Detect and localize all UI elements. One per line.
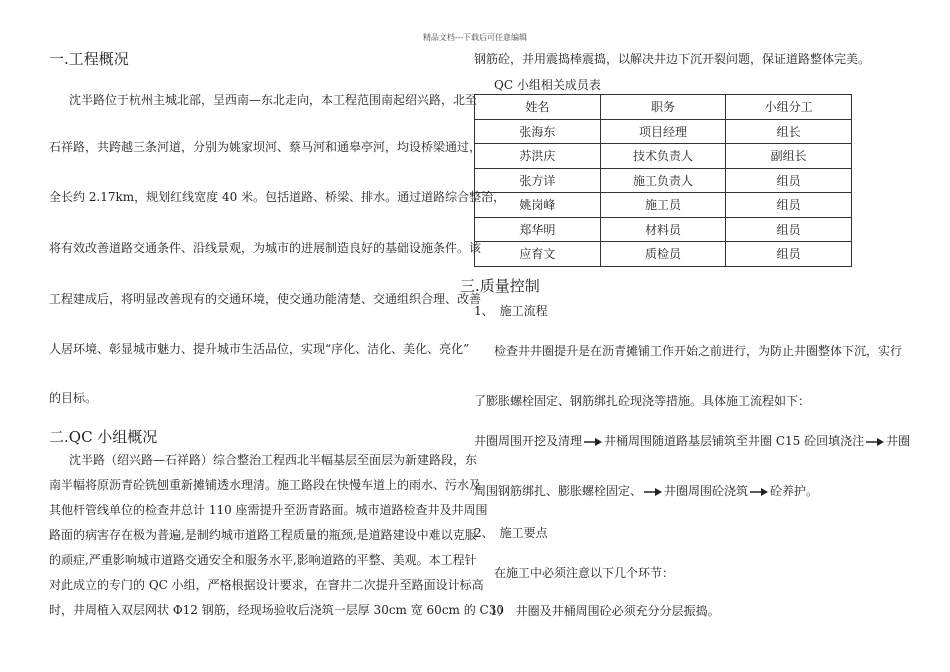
section1-line-7: 的目标。	[49, 391, 98, 405]
table-cell: 项目经理	[600, 119, 726, 144]
section3-sub1: 1、 施工流程	[474, 304, 548, 318]
table-row	[475, 119, 852, 144]
table-cell: 郑华明	[475, 217, 601, 242]
table-cell: 姚岗峰	[475, 193, 601, 218]
table-cell: 技术负责人	[600, 144, 726, 169]
arrow-right-icon	[644, 487, 662, 497]
section3-para2: 在施工中必须注意以下几个环节：	[494, 566, 675, 580]
table-row	[475, 217, 852, 242]
table-row	[475, 168, 852, 193]
section3-sub2: 2、 施工要点	[474, 526, 548, 540]
section1-line-3: 全长约 2.17km，规划红线宽度 40 米。包括道路、桥梁、排水。通过道路综合整治，	[49, 190, 506, 204]
arrow-right-icon	[584, 437, 602, 447]
arrow-right-icon	[866, 437, 884, 447]
table-cell: 施工员	[600, 193, 726, 218]
table-header-name: 姓名	[475, 95, 601, 120]
table-row	[475, 193, 852, 218]
table-cell: 组员	[726, 168, 852, 193]
section2-line-1: 沈半路（绍兴路—石祥路）综合整治工程西北半幅基层至面层为新建路段，东	[69, 453, 478, 467]
flow-line-1	[474, 432, 910, 449]
table-cell: 苏洪庆	[475, 144, 601, 169]
section2-line-5: 的顽症,严重影响城市道路交通安全和服务水平,影响道路的平整、美观。本工程针	[49, 553, 477, 567]
table-header-row	[475, 95, 852, 120]
table-cell: 质检员	[600, 242, 726, 267]
section1-line-6: 人居环境、彰显城市魅力、提升城市生活品位，实现“序化、洁化、美化、亮化”	[49, 342, 470, 356]
right-top-line: 钢筋砼，并用震捣棒震捣，以解决井边下沉开裂问题，保证道路整体完美。	[474, 52, 871, 66]
section1-line-2: 石祥路，共跨越三条河道，分别为姚家坝河、蔡马河和通皋亭河，均设桥梁通过，	[49, 140, 482, 154]
header-note: 精品文档---下载后可任意编辑	[422, 33, 528, 42]
section2-line-2: 南半幅将原沥青砼铣刨重新摊铺透水理清。施工路段在快慢车道上的雨水、污水及	[49, 478, 482, 492]
table-row	[475, 242, 852, 267]
section1-title: 一.工程概况	[49, 50, 129, 68]
flow-step-1: 井圈周围开挖及清理	[474, 434, 583, 448]
table-caption: QC 小组相关成员表	[494, 78, 601, 92]
flow-line-2	[474, 482, 818, 499]
table-header-duty: 小组分工	[726, 95, 852, 120]
table-cell: 张方详	[475, 168, 601, 193]
qc-members-table	[474, 94, 852, 267]
section1-line-4: 将有效改善道路交通条件、沿线景观，为城市的进展制造良好的基础设施条件。该	[49, 241, 482, 255]
table-cell: 施工负责人	[600, 168, 726, 193]
flow-step-6: 砼养护。	[770, 484, 819, 498]
flow-step-4: 周围钢筋绑扎、膨胀螺栓固定、	[474, 484, 643, 498]
section2-line-6: 对此成立的专门的 QC 小组，严格根据设计要求，在窨井二次提升至路面设计标高	[49, 578, 484, 592]
section2-line-3: 其他杆管线单位的检查井总计 110 座需提升至沥青路面。城市道路检查井及井周围	[49, 503, 488, 517]
table-cell: 应育文	[475, 242, 601, 267]
section2-line-4: 路面的病害存在极为普遍,是制约城市道路工程质量的瓶颈,是道路建设中难以克服	[49, 528, 477, 542]
table-row	[475, 144, 852, 169]
section3-para1-line2: 了膨胀螺栓固定、钢筋绑扎砼现浇等措施。具体施工流程如下：	[474, 394, 811, 408]
section3-title: 三.质量控制	[460, 277, 540, 295]
flow-step-2: 井桶周围随道路基层铺筑至井圈 C15 砼回填浇注	[604, 434, 865, 448]
flow-step-5: 井圈周围砼浇筑	[664, 484, 749, 498]
table-cell: 组员	[726, 193, 852, 218]
flow-step-3: 井圈	[886, 434, 911, 448]
table-cell: 材料员	[600, 217, 726, 242]
table-cell: 组员	[726, 217, 852, 242]
section3-item1: 1） 井圈及井桶周围砼必须充分分层振捣。	[490, 604, 720, 618]
table-cell: 组员	[726, 242, 852, 267]
table-cell: 副组长	[726, 144, 852, 169]
section1-line-5: 工程建成后，将明显改善现有的交通环境，使交通功能清楚、交通组织合理、改善	[49, 292, 482, 306]
table-cell: 张海东	[475, 119, 601, 144]
section2-line-7: 时，井周植入双层网状 Φ12 钢筋，经现场验收后浇筑一层厚 30cm 宽 60cm 的 C30	[49, 603, 505, 617]
arrow-right-icon	[750, 487, 768, 497]
table-cell: 组长	[726, 119, 852, 144]
section3-para1-line1: 检查井井圈提升是在沥青摊铺工作开始之前进行，为防止井圈整体下沉，实行	[494, 344, 903, 358]
section1-line-1: 沈半路位于杭州主城北部，呈西南—东北走向，本工程范围南起绍兴路，北至	[69, 93, 478, 107]
section2-title: 二.QC 小组概况	[49, 428, 158, 446]
table-header-role: 职务	[600, 95, 726, 120]
